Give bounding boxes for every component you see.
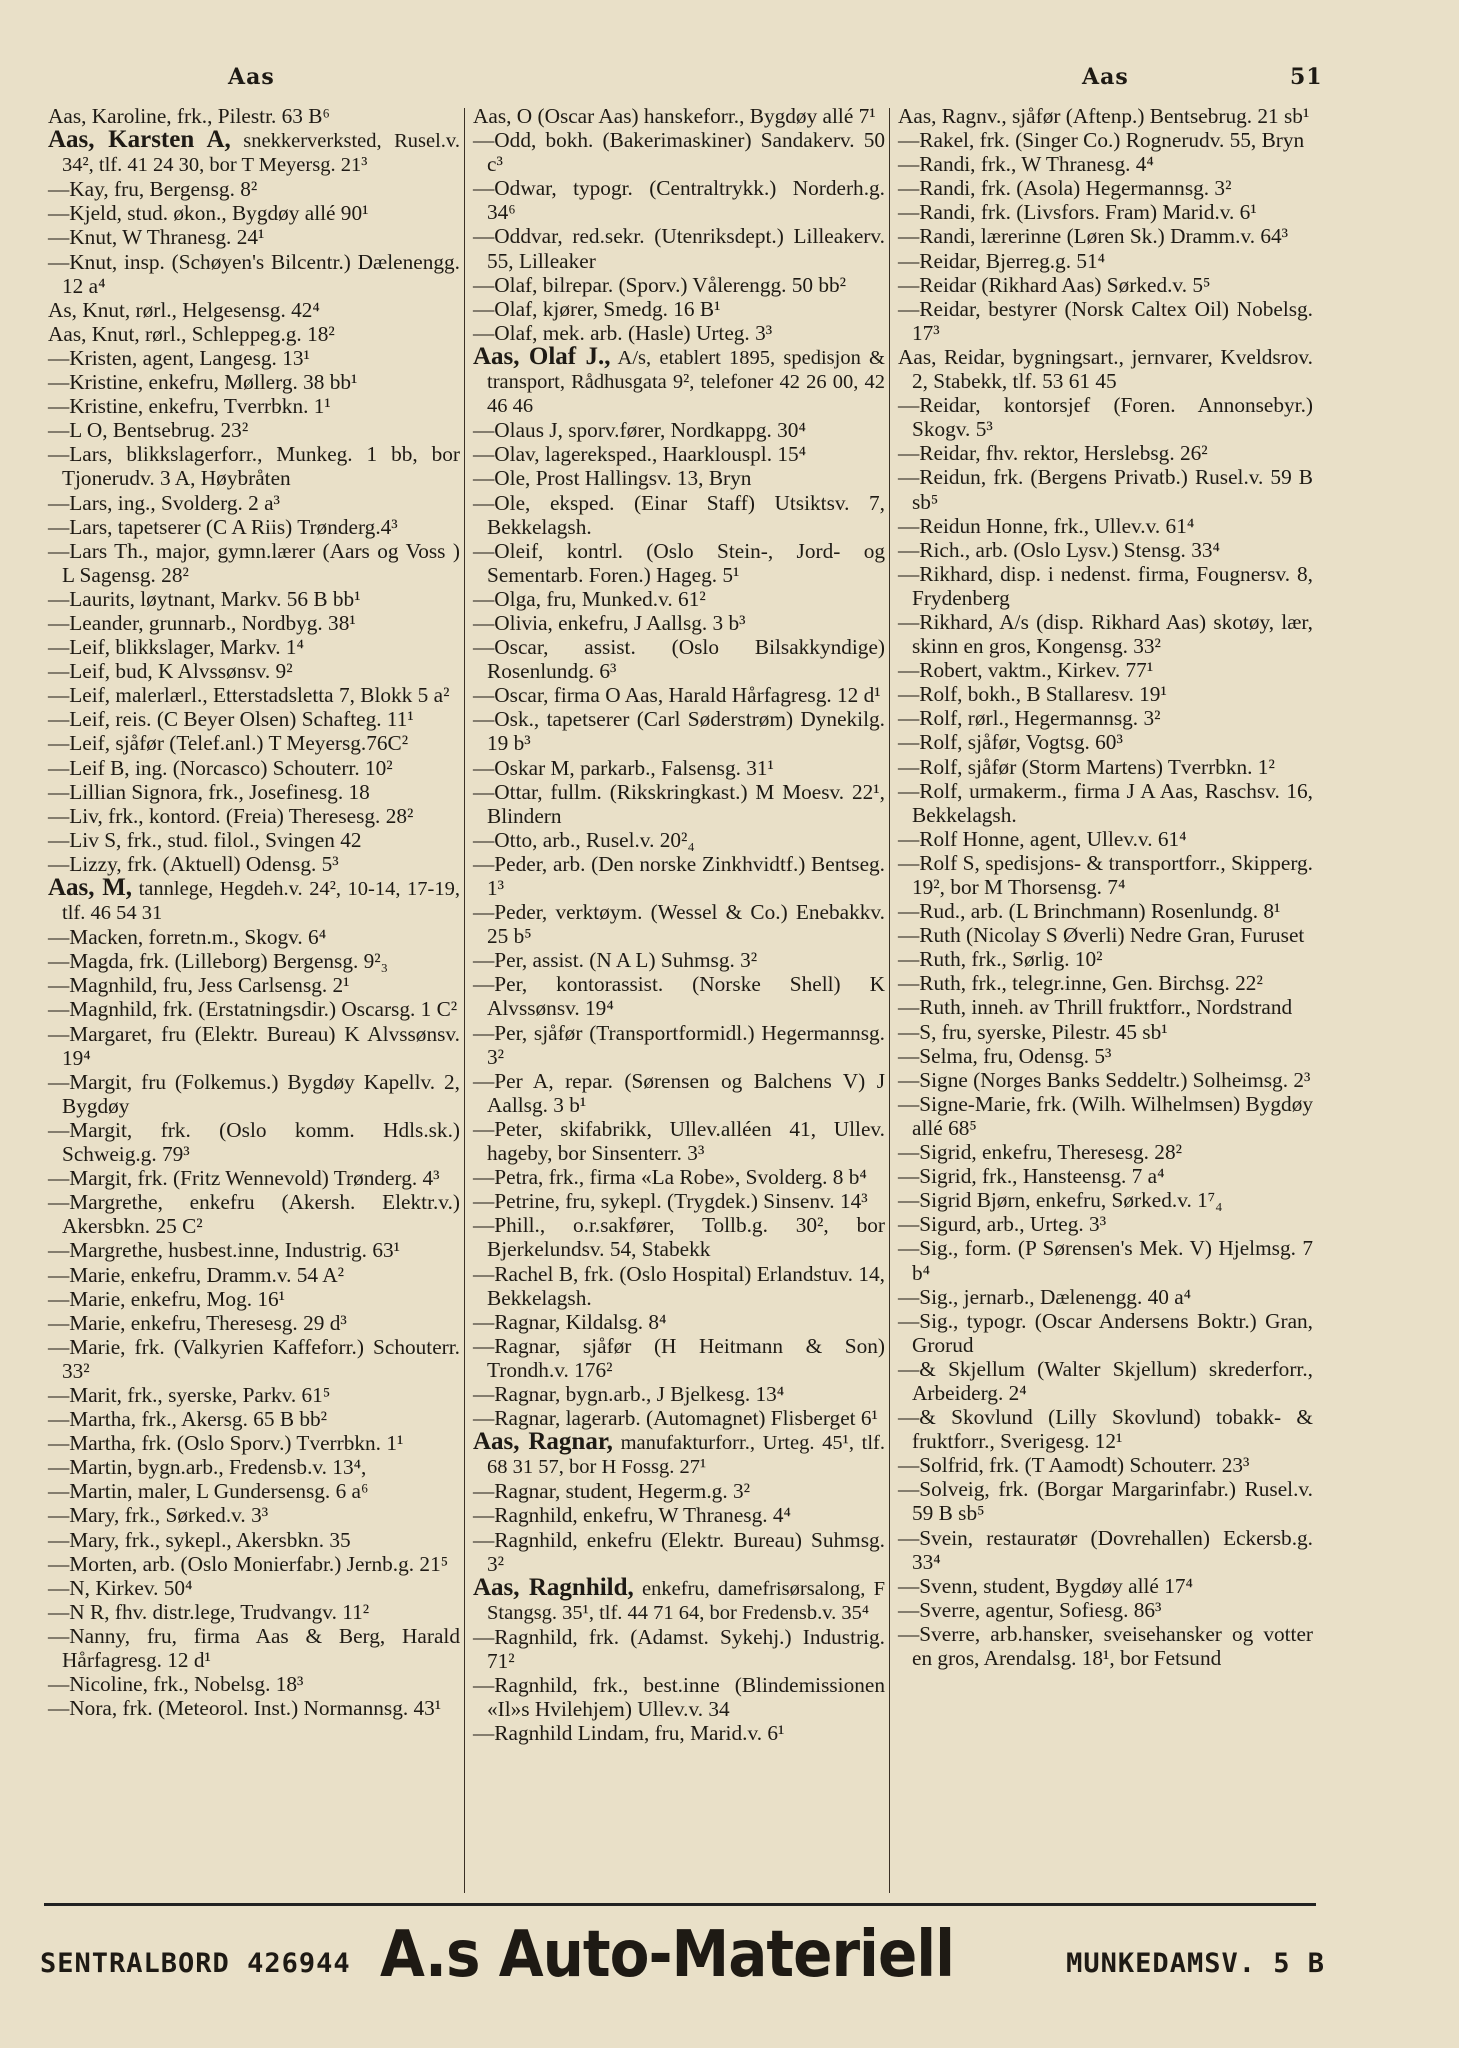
directory-entry: —Leif, reis. (C Beyer Olsen) Schafteg. 11¹ <box>48 707 414 732</box>
directory-entry: —& Skjellum (Walter Skjellum) skrederforr., Arbeiderg. 2⁴ <box>898 1356 1313 1405</box>
directory-entry: —Marie, enkefru, Theresesg. 29 d³ <box>48 1310 347 1335</box>
directory-entry: —Rolf, sjåfør, Vogtsg. 60³ <box>898 730 1123 755</box>
footer-address: MUNKEDAMSV. 5 B <box>1066 1948 1325 1979</box>
directory-entry: —Ruth, frk., Sørlig. 10² <box>898 947 1103 972</box>
directory-entry: —Reidar, kontorsjef (Foren. Annonsebyr.) Skogv. 5³ <box>898 393 1313 442</box>
directory-entry: —Ragnar, bygn.arb., J Bjelkesg. 13⁴ <box>473 1381 785 1406</box>
directory-entry: —Kristine, enkefru, Møllerg. 38 bb¹ <box>48 370 358 395</box>
entry-name: Aas, Ragnar, <box>473 1428 613 1456</box>
directory-entry: —Rikhard, A/s (disp. Rikhard Aas) skotøy, lær, skinn en gros, Kongensg. 33² <box>898 609 1313 659</box>
directory-entry: —Marie, enkefru, Mog. 16¹ <box>48 1286 286 1311</box>
directory-entry: —Liv, frk., kontord. (Freia) Theresesg. 28² <box>48 803 414 828</box>
directory-entry: —Marie, frk. (Valkyrien Kaffeforr.) Schouterr. 33² <box>48 1334 460 1383</box>
directory-entry: —Otto, arb., Rusel.v. 20²₄ <box>473 827 695 852</box>
directory-entry: —Ragnar, sjåfør (H Heitmann & Son) Trondh.v. 176² <box>473 1333 885 1382</box>
directory-entry: —Odwar, typogr. (Centraltrykk.) Norderh.g. 34⁶ <box>473 176 885 225</box>
directory-entry: Aas, O (Oscar Aas) hanskeforr., Bygdøy allé 7¹ <box>473 104 876 128</box>
directory-entry: —Rolf, sjåfør (Storm Martens) Tverrbkn. 1² <box>898 754 1275 779</box>
directory-entry: —Sigrid Bjørn, enkefru, Sørked.v. 1⁷₄ <box>898 1188 1223 1213</box>
directory-entry: —Rakel, frk. (Singer Co.) Rognerudv. 55, Bryn <box>898 128 1305 153</box>
directory-entry: —Rolf, urmakerm., firma J A Aas, Raschsv. 16, Bekkelagsh. <box>898 778 1313 827</box>
directory-entry: —Martha, frk., Akersg. 65 B bb² <box>48 1407 328 1432</box>
directory-entry: —Margrethe, enkefru (Akersh. Elektr.v.) Akersbkn. 25 C² <box>48 1190 460 1239</box>
directory-entry: —S, fru, syerske, Pilestr. 45 sb¹ <box>898 1019 1168 1044</box>
directory-entry: As, Knut, rørl., Helgesensg. 42⁴ <box>48 297 320 322</box>
entry-name: Aas, Olaf J., <box>473 342 611 370</box>
directory-entry: —Lars Th., major, gymn.lærer (Aars og Voss ) L Sagensg. 28² <box>48 538 460 587</box>
directory-entry: —Ragnhild, enkefru, W Thranesg. 4⁴ <box>473 1503 791 1528</box>
directory-entry: —Osk., tapetserer (Carl Søderstrøm) Dynekilg. 19 b³ <box>473 707 885 756</box>
directory-entry: —Rud., arb. (L Brinchmann) Rosenlundg. 8¹ <box>898 899 1281 924</box>
directory-entry: —Ragnhild, frk. (Adamst. Sykehj.) Industrig. 71² <box>473 1624 885 1673</box>
directory-entry: —Per, assist. (N A L) Suhmsg. 3² <box>473 948 758 973</box>
directory-entry: —Peder, verktøym. (Wessel & Co.) Enebakkv. 25 b⁵ <box>473 900 885 949</box>
directory-entry: —Lizzy, frk. (Aktuell) Odensg. 5³ <box>48 851 339 876</box>
directory-entry: —Sig., jernarb., Dælenengg. 40 a⁴ <box>898 1284 1192 1309</box>
directory-entry: —Magnhild, fru, Jess Carlsensg. 2¹ <box>48 973 350 998</box>
directory-entry: Aas, Knut, rørl., Schleppeg.g. 18² <box>48 321 335 346</box>
directory-entry: —Margit, frk. (Fritz Wennevold) Trønderg. 4³ <box>48 1166 440 1191</box>
bold-directory-entry <box>473 342 886 418</box>
directory-entry: —Rachel B, frk. (Oslo Hospital) Erlandstuv. 14, Bekkelagsh. <box>473 1261 885 1310</box>
directory-entry: —Reidar (Rikhard Aas) Sørked.v. 5⁵ <box>898 272 1211 297</box>
directory-entry: —Oscar, assist. (Oslo Bilsakkyndige) Rosenlundg. 6³ <box>473 635 885 684</box>
directory-entry: —Sig., typogr. (Oscar Andersens Boktr.) Gran, Grorud <box>898 1308 1313 1357</box>
directory-entry: —Morten, arb. (Oslo Monierfabr.) Jernb.g. 21⁵ <box>48 1551 449 1576</box>
entry-details: A/s, etablert 1895, spedisjon & transport, Rådhusgata 9², telefoner 42 26 00, 42 46 46 <box>487 346 886 418</box>
directory-entry: —N, Kirkev. 50⁴ <box>48 1575 193 1600</box>
directory-entry: —Rolf, bokh., B Stallaresv. 19¹ <box>898 682 1167 707</box>
directory-entry: —Ragnhild, frk., best.inne (Blindemissionen «Il»s Hvilehjem) Ullev.v. 34 <box>473 1673 885 1722</box>
directory-entry: —Per A, repar. (Sørensen og Balchens V) J Aallsg. 3 b¹ <box>473 1068 885 1117</box>
directory-entry: —Lars, tapetserer (C A Riis) Trønderg.4³ <box>48 514 398 539</box>
directory-entry: —Randi, lærerinne (Løren Sk.) Dramm.v. 64³ <box>898 224 1289 249</box>
directory-entry: —Signe (Norges Banks Seddeltr.) Solheimsg. 2³ <box>898 1067 1311 1092</box>
directory-entry: —Svenn, student, Bygdøy allé 17⁴ <box>898 1573 1193 1598</box>
directory-entry: —Per, kontorassist. (Norske Shell) K Alvssønsv. 19⁴ <box>473 972 885 1021</box>
directory-entry: —Reidar, Bjerreg.g. 51⁴ <box>898 248 1106 273</box>
directory-entry: —Oscar, firma O Aas, Harald Hårfagresg. 12 d¹ <box>473 683 881 708</box>
footer-brand: A.s Auto-Materiell <box>380 1916 955 1992</box>
directory-entry: —Martin, maler, L Gundersensg. 6 a⁶ <box>48 1479 369 1504</box>
bold-directory-entry <box>473 1573 885 1625</box>
directory-entry: —Kristine, enkefru, Tverrbkn. 1¹ <box>48 394 331 419</box>
directory-entry: —Robert, vaktm., Kirkev. 77¹ <box>898 658 1154 683</box>
directory-entry: —Kay, fru, Bergensg. 8² <box>48 177 258 202</box>
directory-entry: —Martha, frk. (Oslo Sporv.) Tverrbkn. 1¹ <box>48 1431 404 1456</box>
directory-entry: —Knut, W Thranesg. 24¹ <box>48 225 265 250</box>
directory-entry: —Reidun, frk. (Bergens Privatb.) Rusel.v. 59 B sb⁵ <box>898 465 1313 514</box>
directory-entry: —Margaret, fru (Elektr. Bureau) K Alvssønsv. 19⁴ <box>48 1021 460 1070</box>
directory-entry: —Leif, malerlærl., Etterstadsletta 7, Blokk 5 a² <box>48 683 450 708</box>
directory-entry: —Olaf, mek. arb. (Hasle) Urteg. 3³ <box>473 320 773 345</box>
directory-entry: —Ragnar, student, Hegerm.g. 3² <box>473 1479 751 1504</box>
directory-entry: —Leif, bud, K Alvssønsv. 9² <box>48 659 293 684</box>
directory-entry: —Sig., form. (P Sørensen's Mek. V) Hjelmsg. 7 b⁴ <box>898 1236 1313 1285</box>
directory-entry: Aas, Ragnv., sjåfør (Aftenp.) Bentsebrug. 21 sb¹ <box>898 104 1310 128</box>
directory-entry: —Lars, ing., Svolderg. 2 a³ <box>48 490 280 515</box>
directory-entry: —Olaf, bilrepar. (Sporv.) Vålerengg. 50 bb² <box>473 272 847 297</box>
directory-entry: —Randi, frk. (Asola) Hegermannsg. 3² <box>898 176 1232 201</box>
directory-entry: —Rolf, rørl., Hegermannsg. 3² <box>898 706 1161 731</box>
directory-entry: —Oleif, kontrl. (Oslo Stein-, Jord- og Sementarb. Foren.) Hageg. 5¹ <box>473 538 885 587</box>
directory-entry: —Ole, Prost Hallingsv. 13, Bryn <box>473 466 752 491</box>
column-divider <box>889 108 890 1893</box>
entry-name: Aas, Ragnhild, <box>473 1573 634 1601</box>
directory-entry: —Nanny, fru, firma Aas & Berg, Harald Hårfagresg. 12 d¹ <box>48 1623 460 1672</box>
column-3 <box>898 104 1313 1670</box>
directory-entry: —Kristen, agent, Langesg. 13¹ <box>48 345 310 370</box>
directory-entry: —Marit, frk., syerske, Parkv. 61⁵ <box>48 1382 331 1407</box>
directory-entry: —Macken, forretn.m., Skogv. 6⁴ <box>48 925 327 950</box>
entry-details: tannlege, Hegdeh.v. 24², 10-14, 17-19, tlf. 46 54 31 <box>62 878 460 925</box>
entry-details: snekkerverksted, Rusel.v. 34², tlf. 41 24 30, bor T Meyersg. 21³ <box>62 130 460 177</box>
directory-entry: —Lillian Signora, frk., Josefinesg. 18 <box>48 779 370 804</box>
entry-name: Aas, M, <box>48 874 133 901</box>
directory-entry: —Ole, eksped. (Einar Staff) Utsiktsv. 7, Bekkelagsh. <box>473 490 885 539</box>
directory-entry: —Rich., arb. (Oslo Lysv.) Stensg. 33⁴ <box>898 537 1220 562</box>
directory-entry: —Margrethe, husbest.inne, Industrig. 63¹ <box>48 1238 401 1263</box>
directory-entry: —Phill., o.r.sakfører, Tollb.g. 30², bor Bjerkelundsv. 54, Stabekk <box>473 1213 885 1262</box>
directory-entry: —Petra, frk., firma «La Robe», Svolderg. 8 b⁴ <box>473 1165 867 1190</box>
directory-entry: —Sigurd, arb., Urteg. 3³ <box>898 1212 1107 1237</box>
directory-entry: —Leif, blikkslager, Markv. 1⁴ <box>48 635 304 660</box>
directory-entry: —Ragnar, Kildalsg. 8⁴ <box>473 1309 667 1334</box>
footer-phone: SENTRALBORD 426944 <box>40 1948 351 1979</box>
directory-entry: —Olaf, kjører, Smedg. 16 B¹ <box>473 296 721 321</box>
page-number: 51 <box>1290 64 1323 90</box>
directory-entry: —Leander, grunnarb., Nordbyg. 38¹ <box>48 610 356 635</box>
directory-entry: —Randi, frk., W Thranesg. 4⁴ <box>898 152 1154 177</box>
column-2 <box>473 104 885 1745</box>
directory-entry: —Ottar, fullm. (Rikskringkast.) M Moesv. 22¹, Blindern <box>473 779 885 828</box>
column-divider <box>464 108 465 1893</box>
directory-entry: —Odd, bokh. (Bakerimaskiner) Sandakerv. 50 c³ <box>473 128 885 177</box>
directory-entry: —Ruth (Nicolay S Øverli) Nedre Gran, Furuset <box>898 923 1305 948</box>
directory-entry: —Liv S, frk., stud. filol., Svingen 42 <box>48 827 362 852</box>
directory-entry: —Ruth, inneh. av Thrill fruktforr., Nordstrand <box>898 995 1293 1020</box>
directory-entry: —Nicoline, frk., Nobelsg. 18³ <box>48 1672 304 1697</box>
column-1 <box>48 104 460 1720</box>
directory-entry: —Laurits, løytnant, Markv. 56 B bb¹ <box>48 586 361 611</box>
directory-entry: —Olga, fru, Munked.v. 61² <box>473 586 706 611</box>
directory-entry: —Per, sjåfør (Transportformidl.) Hegermannsg. 3² <box>473 1020 885 1069</box>
directory-entry: —Svein, restauratør (Dovrehallen) Eckersb.g. 33⁴ <box>898 1525 1313 1574</box>
directory-entry: —Rolf Honne, agent, Ullev.v. 61⁴ <box>898 826 1187 851</box>
directory-entry: —Magda, frk. (Lilleborg) Bergensg. 9²₃ <box>48 949 389 974</box>
directory-entry: —Lars, blikkslagerforr., Munkeg. 1 bb, bor Tjonerudv. 3 A, Høybråten <box>48 442 460 491</box>
directory-entry: —Mary, frk., sykepl., Akersbkn. 35 <box>48 1527 351 1552</box>
directory-entry: —Ragnar, lagerarb. (Automagnet) Flisberget 6¹ <box>473 1406 878 1431</box>
directory-entry: —N R, fhv. distr.lege, Trudvangv. 11² <box>48 1599 370 1624</box>
directory-entry: —Randi, frk. (Livsfors. Fram) Marid.v. 6¹ <box>898 200 1257 225</box>
directory-entry: —Ruth, frk., telegr.inne, Gen. Birchsg. 22² <box>898 971 1263 996</box>
directory-entry: —Margit, frk. (Oslo komm. Hdls.sk.) Schweig.g. 79³ <box>48 1117 460 1167</box>
footer-advertisement <box>40 1918 1325 1998</box>
header-right: Aas <box>1082 64 1129 90</box>
directory-entry: —Nora, frk. (Meteorol. Inst.) Normannsg. 43¹ <box>48 1696 442 1721</box>
directory-entry: Aas, Karoline, frk., Pilestr. 63 B⁶ <box>48 104 330 128</box>
directory-entry: —Leif B, ing. (Norcasco) Schouterr. 10² <box>48 755 393 780</box>
directory-entry: —Knut, insp. (Schøyen's Bilcentr.) Dælenengg. 12 a⁴ <box>48 249 460 298</box>
directory-entry: —Reidar, bestyrer (Norsk Caltex Oil) Nobelsg. 17³ <box>898 296 1313 345</box>
directory-entry: —Sverre, arb.hansker, sveisehansker og votter en gros, Arendalsg. 18¹, bor Fetsund <box>898 1621 1313 1670</box>
directory-entry: —Sigrid, enkefru, Theresesg. 28² <box>898 1140 1182 1165</box>
entry-details: enkefru, damefrisørsalong, F Stangsg. 35¹, tlf. 44 71 64, bor Fredensb.v. 35⁴ <box>487 1577 885 1624</box>
directory-entry: —L O, Bentsebrug. 23² <box>48 418 249 443</box>
directory-entry: —Olivia, enkefru, J Aallsg. 3 b³ <box>473 610 746 635</box>
entry-details: manufakturforr., Urteg. 45¹, tlf. 68 31 57, bor H Fossg. 27¹ <box>487 1432 885 1479</box>
header-left: Aas <box>228 64 275 90</box>
directory-entry: —Signe-Marie, frk. (Wilh. Wilhelmsen) Bygdøy allé 68⁵ <box>898 1091 1313 1140</box>
directory-entry: —Sigrid, frk., Hansteensg. 7 a⁴ <box>898 1164 1165 1189</box>
directory-entry: —Leif, sjåfør (Telef.anl.) T Meyersg.76C² <box>48 731 409 756</box>
directory-entry: —Margit, fru (Folkemus.) Bygdøy Kapellv. 2, Bygdøy <box>48 1069 460 1118</box>
directory-entry: —Rikhard, disp. i nedenst. firma, Fougnersv. 8, Frydenberg <box>898 561 1313 610</box>
directory-entry: —Peter, skifabrikk, Ullev.alléen 41, Ullev. hageby, bor Sinsenterr. 3³ <box>473 1116 885 1166</box>
directory-entry: —Olav, lagereksped., Haarklouspl. 15⁴ <box>473 442 807 467</box>
directory-entry: Aas, Reidar, bygningsart., jernvarer, Kveldsrov. 2, Stabekk, tlf. 53 61 45 <box>898 344 1313 394</box>
directory-entry: —Martin, bygn.arb., Fredensb.v. 13⁴, <box>48 1455 367 1480</box>
entry-name: Aas, Karsten A, <box>48 126 231 154</box>
directory-entry: —Ragnhild, enkefru (Elektr. Bureau) Suhmsg. 3² <box>473 1527 885 1576</box>
directory-entry: —Solveig, frk. (Borgar Margarinfabr.) Rusel.v. 59 B sb⁵ <box>898 1477 1313 1526</box>
directory-entry: —Reidun Honne, frk., Ullev.v. 61⁴ <box>898 513 1195 538</box>
directory-entry: —Olaus J, sporv.fører, Nordkappg. 30⁴ <box>473 418 806 443</box>
directory-entry: —Ragnhild Lindam, fru, Marid.v. 6¹ <box>473 1721 785 1746</box>
directory-entry: —Oskar M, parkarb., Falsensg. 31¹ <box>473 755 774 780</box>
directory-entry: —Magnhild, frk. (Erstatningsdir.) Oscarsg. 1 C² <box>48 997 458 1022</box>
directory-entry: —Peder, arb. (Den norske Zinkhvidtf.) Bentseg. 1³ <box>473 851 885 900</box>
directory-entry: —& Skovlund (Lilly Skovlund) tobakk- & fruktforr., Sverigesg. 12¹ <box>898 1405 1313 1454</box>
bold-directory-entry <box>473 1430 885 1479</box>
directory-entry: —Sverre, agentur, Sofiesg. 86³ <box>898 1597 1162 1622</box>
directory-entry: —Solfrid, frk. (T Aamodt) Schouterr. 23³ <box>898 1453 1250 1478</box>
directory-entry: —Petrine, fru, sykepl. (Trygdek.) Sinsenv. 14³ <box>473 1189 868 1214</box>
directory-entry: —Selma, fru, Odensg. 5³ <box>898 1043 1112 1068</box>
directory-entry: —Rolf S, spedisjons- & transportforr., Skipperg. 19², bor M Thorsensg. 7⁴ <box>898 850 1313 899</box>
bold-directory-entry <box>48 876 460 925</box>
directory-entry: —Mary, frk., Sørked.v. 3³ <box>48 1503 269 1528</box>
directory-entry: —Oddvar, red.sekr. (Utenriksdept.) Lilleakerv. 55, Lilleaker <box>473 224 885 273</box>
bold-directory-entry <box>48 128 460 177</box>
directory-entry: —Kjeld, stud. økon., Bygdøy allé 90¹ <box>48 201 369 226</box>
directory-entry: —Reidar, fhv. rektor, Herslebsg. 26² <box>898 441 1208 466</box>
footer-rule <box>44 1903 1316 1906</box>
directory-entry: —Marie, enkefru, Dramm.v. 54 A² <box>48 1262 344 1287</box>
